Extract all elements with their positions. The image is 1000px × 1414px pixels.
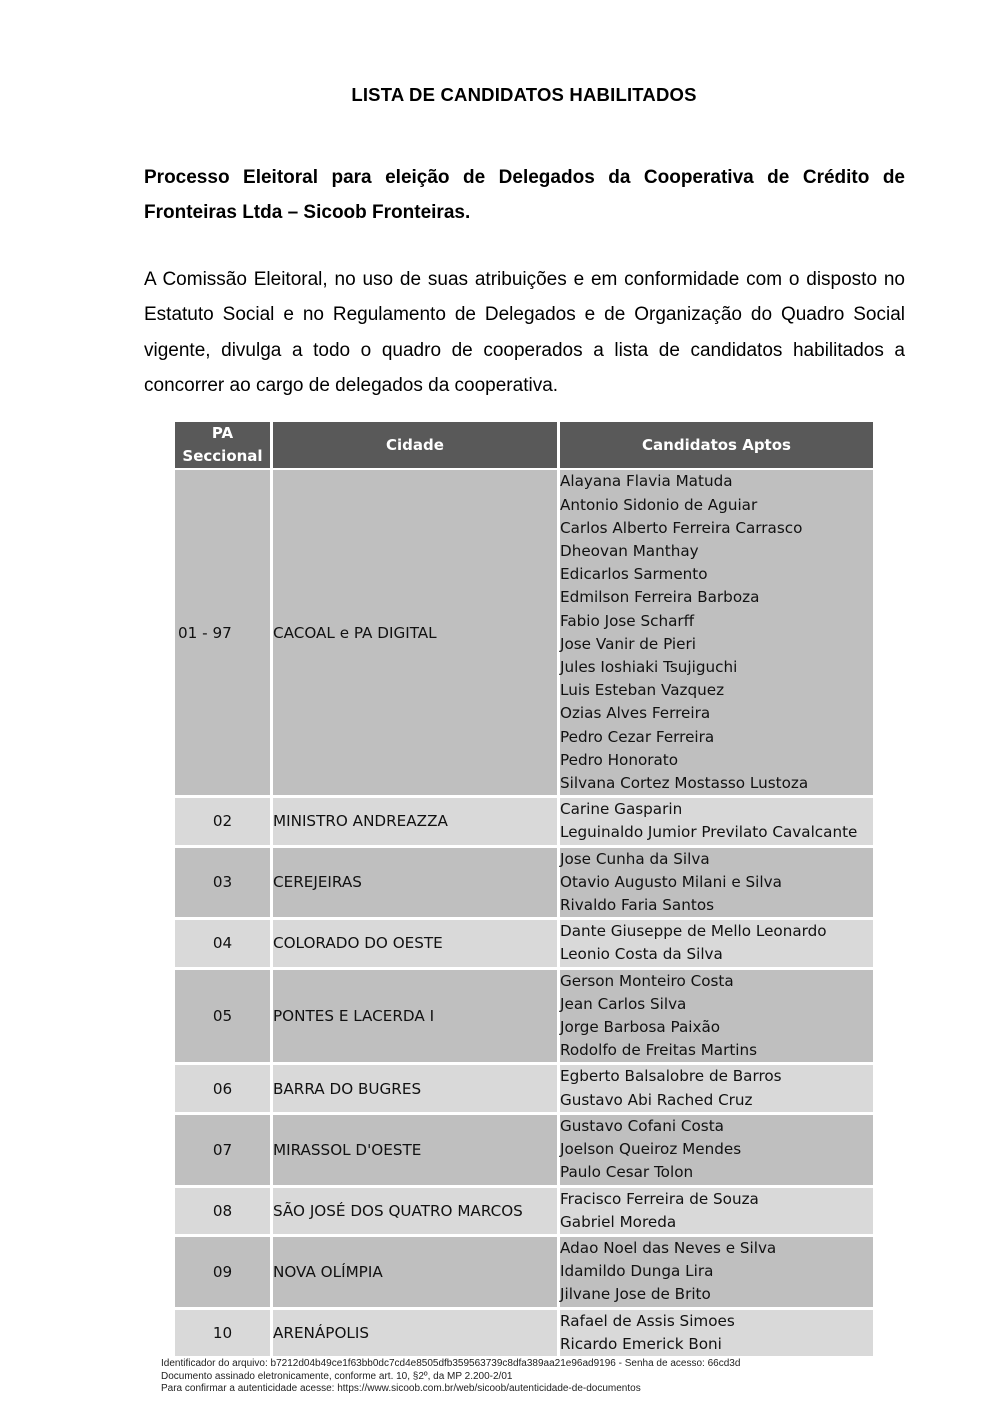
candidate-name: Egberto Balsalobre de Barros xyxy=(560,1067,782,1086)
candidate-name: Gabriel Moreda xyxy=(560,1212,677,1231)
table-body xyxy=(175,469,873,1357)
city-cell: NOVA OLÍMPIA xyxy=(272,1235,559,1308)
candidate-name: Gerson Monteiro Costa xyxy=(560,971,734,990)
candidates-cell xyxy=(559,968,874,1064)
candidate-name: Ricardo Emerick Boni xyxy=(560,1334,722,1353)
table-row xyxy=(175,968,873,1064)
candidates-cell xyxy=(559,1308,874,1357)
table-row xyxy=(175,1235,873,1308)
pa-seccional-cell: 09 xyxy=(175,1235,272,1308)
document-subtitle: Processo Eleitoral para eleição de Delegados da Cooperativa de Crédito de Fronteiras Ltda – Sicoob Fronteiras. xyxy=(144,167,905,223)
header-pa-line2: Seccional xyxy=(182,447,263,466)
candidate-name: Silvana Cortez Mostasso Lustoza xyxy=(560,774,809,793)
pa-seccional-cell: 05 xyxy=(175,968,272,1064)
table-row xyxy=(175,797,873,846)
header-pa-line1: PA xyxy=(211,424,234,442)
table-row xyxy=(175,469,873,796)
candidate-name: Rodolfo de Freitas Martins xyxy=(560,1041,758,1060)
candidate-name: Idamildo Dunga Lira xyxy=(560,1262,714,1281)
candidate-name: Jorge Barbosa Paixão xyxy=(560,1018,721,1037)
candidate-name: Jilvane Jose de Brito xyxy=(560,1285,711,1304)
city-cell: MINISTRO ANDREAZZA xyxy=(272,797,559,846)
candidate-name: Jules Ioshiaki Tsujiguchi xyxy=(560,658,738,677)
city-cell: BARRA DO BUGRES xyxy=(272,1064,559,1113)
table-row xyxy=(175,846,873,919)
candidate-name: Leguinaldo Jumior Previlato Cavalcante xyxy=(560,823,858,842)
candidate-name: Edicarlos Sarmento xyxy=(560,565,708,584)
city-cell: ARENÁPOLIS xyxy=(272,1308,559,1357)
candidates-cell xyxy=(559,469,874,796)
header-pa-seccional xyxy=(175,422,272,469)
candidate-name: Luis Esteban Vazquez xyxy=(560,681,725,700)
candidate-name: Jose Vanir de Pieri xyxy=(560,634,696,653)
city-cell: CACOAL e PA DIGITAL xyxy=(272,469,559,796)
candidates-table xyxy=(175,422,873,1359)
candidates-cell xyxy=(559,919,874,968)
candidate-name: Rafael de Assis Simoes xyxy=(560,1311,735,1330)
candidate-name: Adao Noel das Neves e Silva xyxy=(560,1238,777,1257)
candidate-name: Pedro Honorato xyxy=(560,750,679,769)
city-cell: MIRASSOL D'OESTE xyxy=(272,1113,559,1186)
candidate-name: Gustavo Abi Rached Cruz xyxy=(560,1090,753,1109)
candidate-name: Paulo Cesar Tolon xyxy=(560,1163,694,1182)
candidate-name: Fracisco Ferreira de Souza xyxy=(560,1189,759,1208)
table-header-row xyxy=(175,422,873,469)
candidates-cell xyxy=(559,797,874,846)
header-city: Cidade xyxy=(272,422,559,469)
candidate-name: Dheovan Manthay xyxy=(560,542,699,561)
candidate-name: Carlos Alberto Ferreira Carrasco xyxy=(560,518,803,537)
page-title: LISTA DE CANDIDATOS HABILITADOS xyxy=(351,84,697,105)
table-row xyxy=(175,1064,873,1113)
pa-seccional-cell: 01 - 97 xyxy=(175,469,272,796)
candidate-name: Edmilson Ferreira Barboza xyxy=(560,588,760,607)
candidate-name: Ozias Alves Ferreira xyxy=(560,704,711,723)
candidate-name: Jose Cunha da Silva xyxy=(560,849,710,868)
pa-seccional-cell: 10 xyxy=(175,1308,272,1357)
header-candidates: Candidatos Aptos xyxy=(559,422,874,469)
city-cell: SÃO JOSÉ DOS QUATRO MARCOS xyxy=(272,1186,559,1235)
candidate-name: Rivaldo Faria Santos xyxy=(560,896,715,915)
footer-file-identifier: Identificador do arquivo: b7212d04b49ce1f63bb0dc7cd4e8505dfb359563739c8dfa389aa21e96ad9196 - Senha de acesso: 66cd3d xyxy=(161,1358,741,1369)
candidate-name: Pedro Cezar Ferreira xyxy=(560,727,715,746)
candidate-name: Alayana Flavia Matuda xyxy=(560,472,733,491)
intro-paragraph: A Comissão Eleitoral, no uso de suas atribuições e em conformidade com o disposto no Estatuto Social e no Regulamento de Delegados e de Organização do Quadro Social vigente, divulga a todo o quadro de cooperados a lista de candidatos habilitados a concorrer ao cargo de delegados da cooperativa. xyxy=(144,269,905,396)
footer-signature-note: Documento assinado eletronicamente, conforme art. 10, §2º, da MP 2.200-2/01 xyxy=(161,1370,513,1382)
candidate-name: Carine Gasparin xyxy=(560,800,683,819)
pa-seccional-cell: 04 xyxy=(175,919,272,968)
pa-seccional-cell: 08 xyxy=(175,1186,272,1235)
pa-seccional-cell: 03 xyxy=(175,846,272,919)
pa-seccional-cell: 02 xyxy=(175,797,272,846)
table-row xyxy=(175,1186,873,1235)
candidate-name: Leonio Costa da Silva xyxy=(560,945,723,964)
candidates-cell xyxy=(559,1113,874,1186)
candidate-name: Jean Carlos Silva xyxy=(560,994,687,1013)
candidate-name: Antonio Sidonio de Aguiar xyxy=(560,495,758,514)
candidates-cell xyxy=(559,846,874,919)
table-row xyxy=(175,1308,873,1357)
candidate-name: Dante Giuseppe de Mello Leonardo xyxy=(560,922,827,941)
candidates-cell xyxy=(559,1064,874,1113)
candidates-cell xyxy=(559,1235,874,1308)
city-cell: CEREJEIRAS xyxy=(272,846,559,919)
candidates-cell xyxy=(559,1186,874,1235)
candidate-name: Fabio Jose Scharff xyxy=(560,611,695,630)
table-row xyxy=(175,1113,873,1186)
city-cell: PONTES E LACERDA I xyxy=(272,968,559,1064)
candidate-name: Joelson Queiroz Mendes xyxy=(560,1140,742,1159)
footer-authenticity-link: Para confirmar a autenticidade acesse: https://www.sicoob.com.br/web/sicoob/autenticidade-de-documentos xyxy=(161,1383,641,1395)
pa-seccional-cell: 07 xyxy=(175,1113,272,1186)
document-footer xyxy=(161,1358,740,1396)
pa-seccional-cell: 06 xyxy=(175,1064,272,1113)
table-row xyxy=(175,919,873,968)
candidate-name: Gustavo Cofani Costa xyxy=(560,1116,724,1135)
city-cell: COLORADO DO OESTE xyxy=(272,919,559,968)
candidate-name: Otavio Augusto Milani e Silva xyxy=(560,872,782,891)
